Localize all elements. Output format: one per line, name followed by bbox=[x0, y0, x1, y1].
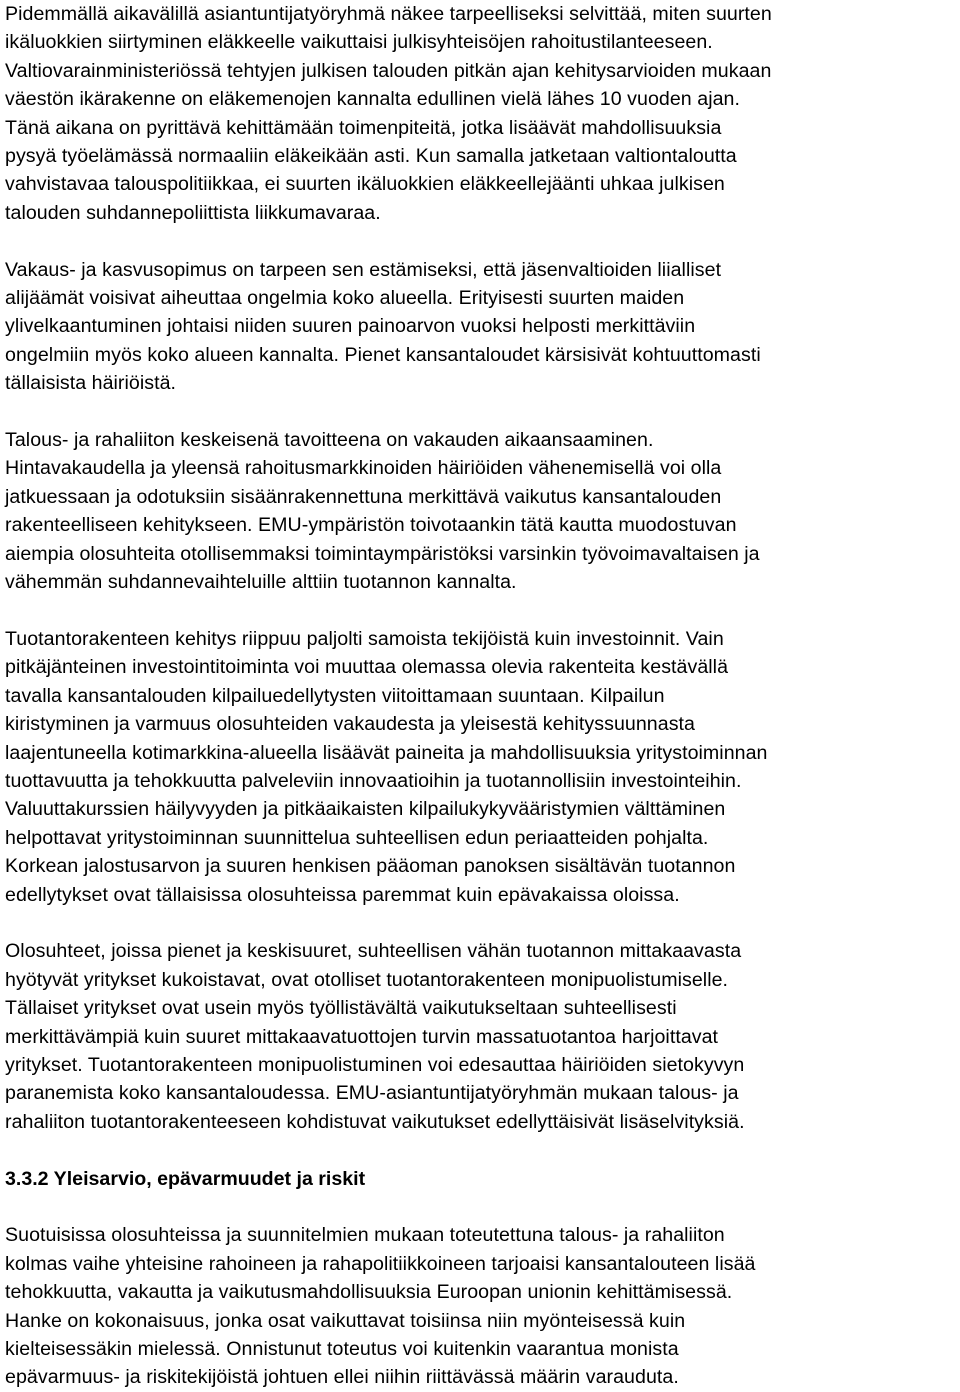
paragraph-production-structure: Tuotantorakenteen kehitys riippuu paljolti samoista tekijöistä kuin investoinnit. Vain pitkäjänteinen investointitoiminta voi muuttaa olemassa olevia rakenteita kestävällä tavalla kansantalouden kilpailuedellytysten viitoittamaan suuntaan. Kilpailun kiristyminen ja varmuus olosuhteiden vakaudesta ja yleisestä kehityssuunnasta laajentuneella kotimarkkina-alueella lisäävät paineita ja mahdollisuuksia yritystoiminnan tuottavuutta ja tehokkuutta palveleviin innovaatioihin ja tuotannollisiin investointeihin. Valuuttakurssien häilyvyyden ja pitkäaikaisten kilpailukykyvääristymien välttäminen helpottavat yritystoiminnan suunnittelua suhteellisen edun periaatteiden pohjalta. Korkean jalostusarvon ja suuren henkisen pääoman panoksen sisältävän tuotannon edellytykset ovat tällaisissa olosuhteissa paremmat kuin epävakaissa oloissa. bbox=[5, 627, 768, 906]
document-page bbox=[5, 0, 957, 1392]
paragraph-emu-stability-goal: Talous- ja rahaliiton keskeisenä tavoitteena on vakauden aikaansaaminen. Hintavakaudella ja yleensä rahoitusmarkkinoiden häiriöiden vähenemisellä voi olla jatkuessaan ja odotuksiin sisäänrakennettuna merkittävä vaikutus kansantalouden rakenteelliseen kehitykseen. EMU-ympäristön toivotaankin tätä kautta muodostuvan aiempia olosuhteita otollisemmaksi toimintaympäristöksi varsinkin työvoimavaltaisen ja vähemmän suhdannevaihteluille alttiin tuotannon kannalta. bbox=[5, 429, 760, 594]
section-heading: 3.3.2 Yleisarvio, epävarmuudet ja riskit bbox=[5, 1167, 366, 1190]
paragraph-stability-pact: Vakaus- ja kasvusopimus on tarpeen sen estämiseksi, että jäsenvaltioiden liialliset alijäämät voisivat aiheuttaa ongelmia koko alueella. Erityisesti suurten maiden ylivelkaantuminen johtaisi niiden suuren painoarvon vuoksi helposti merkittäviin ongelmiin myös koko alueen kannalta. Pienet kansantaloudet kärsisivät kohtuuttomasti tällaisista häiriöistä. bbox=[5, 258, 761, 395]
paragraph-retirement-demographics: Pidemmällä aikavälillä asiantuntijatyöryhmä näkee tarpeelliseksi selvittää, miten suurten ikäluokkien siirtyminen eläkkeelle vaikuttaisi julkisyhteisöjen rahoitustilanteeseen. Valtiovarainministeriössä tehtyjen julkisen talouden pitkän ajan kehitysarvioiden mukaan väestön ikärakenne on eläkemenojen kannalta edullinen vielä lähes 10 vuoden ajan. Tänä aikana on pyrittävä kehittämään toimenpiteitä, jotka lisäävät mahdollisuuksia pysyä työelämässä normaaliin eläkeikään asti. Kun samalla jatketaan valtiontaloutta vahvistavaa talouspolitiikkaa, ei suurten ikäluokkien eläkkeellejäänti uhkaa julkisen talouden suhdannepoliittista liikkumavaraa. bbox=[5, 3, 772, 224]
paragraph-overall-assessment: Suotuisissa olosuhteissa ja suunnitelmien mukaan toteutettuna talous- ja rahaliiton kolmas vaihe yhteisine rahoineen ja rahapolitiikkoineen tarjoaisi kansantalouteen lisää tehokkuutta, vakautta ja vaikutusmahdollisuuksia Euroopan unionin kehittämisessä. Hanke on kokonaisuus, jonka osat vaikuttavat toisiinsa niin myönteisessä kuin kielteisessäkin mielessä. Onnistunut toteutus voi kuitenkin vaarantua monista epävarmuus- ja riskitekijöistä johtuen ellei niihin riittävässä määrin varauduta. bbox=[5, 1224, 756, 1389]
paragraph-small-enterprises: Olosuhteet, joissa pienet ja keskisuuret, suhteellisen vähän tuotannon mittakaavasta hyötyvät yritykset kukoistavat, ovat otolliset tuotantorakenteen monipuolistumiselle. Tällaiset yritykset ovat usein myös työllistävältä vaikutukseltaan suhteellisesti merkittävämpiä kuin suuret mittakaavatuottojen turvin massatuotantoa harjoittavat yritykset. Tuotantorakenteen monipuolistuminen voi edesauttaa häiriöiden sietokyvyn paranemista koko kansantaloudessa. EMU-asiantuntijatyöryhmän mukaan talous- ja rahaliiton tuotantorakenteeseen kohdistuvat vaikutukset edellyttäisivät lisäselvityksiä. bbox=[5, 940, 745, 1133]
